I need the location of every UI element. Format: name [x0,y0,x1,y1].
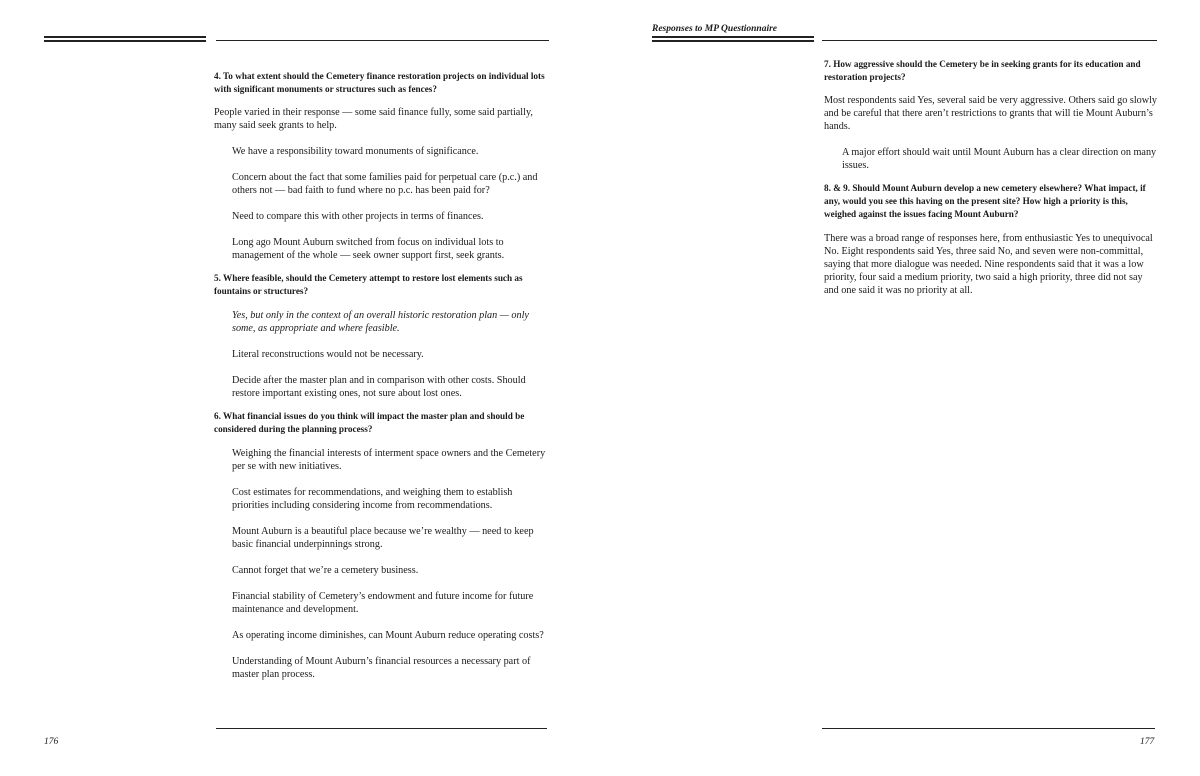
left-page-column [214,70,550,681]
quote-5-2: Decide after the master plan and in comparison with other costs. Should restore important existing ones, not sure about lost ones. [232,375,526,399]
left-footer-rule [216,728,547,729]
quote-5-italic: Yes, but only in the context of an overall historic restoration plan — only some, as appropriate and where feasible. [232,310,529,334]
quote-6-2: Cost estimates for recommendations, and weighing them to establish priorities including considering income from recommendations. [232,487,513,511]
quote-4-1: We have a responsibility toward monuments of significance. [232,146,479,157]
left-header-double-rule-bottom [44,40,206,42]
running-title: Responses to MP Questionnaire [652,24,778,34]
left-header-rule [216,40,549,41]
quote-7-1: A major effort should wait until Mount Auburn has a clear direction on many issues. [842,147,1157,171]
quote-6-3: Mount Auburn is a beautiful place because we’re wealthy — need to keep basic financial underpinnings strong. [232,526,534,550]
quote-4-3: Need to compare this with other projects in terms of finances. [232,211,484,222]
right-header-rule [822,40,1157,41]
question-8-9: 8. & 9. Should Mount Auburn develop a new cemetery elsewhere? What impact, if any, would you see this having on the present site? How high a priority is this, weighed against the issues facing Mount Auburn? [824,183,1146,219]
quote-6-6: As operating income diminishes, can Mount Auburn reduce operating costs? [232,630,544,641]
left-header-double-rule-top [44,36,206,38]
right-page-number: 177 [1140,737,1155,747]
question-7: 7. How aggressive should the Cemetery be in seeking grants for its education and restoration projects? [824,59,1141,82]
right-footer-rule [822,728,1155,729]
answer-8-9: There was a broad range of responses here, from enthusiastic Yes to unequivocal No. Eight respondents said Yes, three said No, and seven were non-committal, saying that more dialogue was needed. Nine respondents said that it was a low priority, four said a medium priority, two said a high priority, three did not say and one said it was no priority at all. [824,233,1153,296]
quote-6-5: Financial stability of Cemetery’s endowment and future income for future maintenance and development. [232,591,534,615]
right-header-double-rule-bottom [652,40,814,42]
quote-6-7: Understanding of Mount Auburn’s financial resources a necessary part of master plan process. [232,656,531,680]
question-5: 5. Where feasible, should the Cemetery attempt to restore lost elements such as fountains or structures? [214,273,523,296]
quote-6-4: Cannot forget that we’re a cemetery business. [232,565,419,576]
left-page-number: 176 [44,737,59,747]
right-header-double-rule-top [652,36,814,38]
quote-4-2: Concern about the fact that some families paid for perpetual care (p.c.) and others not — bad faith to fund where no p.c. has been paid for? [232,172,538,196]
right-page-column [824,58,1158,297]
question-4: 4. To what extent should the Cemetery finance restoration projects on individual lots with significant monuments or structures such as fences? [214,71,545,94]
quote-5-1: Literal reconstructions would not be necessary. [232,349,424,360]
quote-4-4: Long ago Mount Auburn switched from focus on individual lots to management of the whole — seek owner support first, seek grants. [232,237,505,261]
question-6: 6. What financial issues do you think will impact the master plan and should be considered during the planning process? [214,411,525,434]
answer-4: People varied in their response — some said finance fully, some said partially, many said seek grants to help. [214,107,533,131]
answer-7: Most respondents said Yes, several said be very aggressive. Others said go slowly and be careful that there aren’t restrictions to grants that will tie Mount Auburn’s hands. [824,95,1158,132]
quote-6-1: Weighing the financial interests of interment space owners and the Cemetery per se with new initiatives. [232,448,546,472]
